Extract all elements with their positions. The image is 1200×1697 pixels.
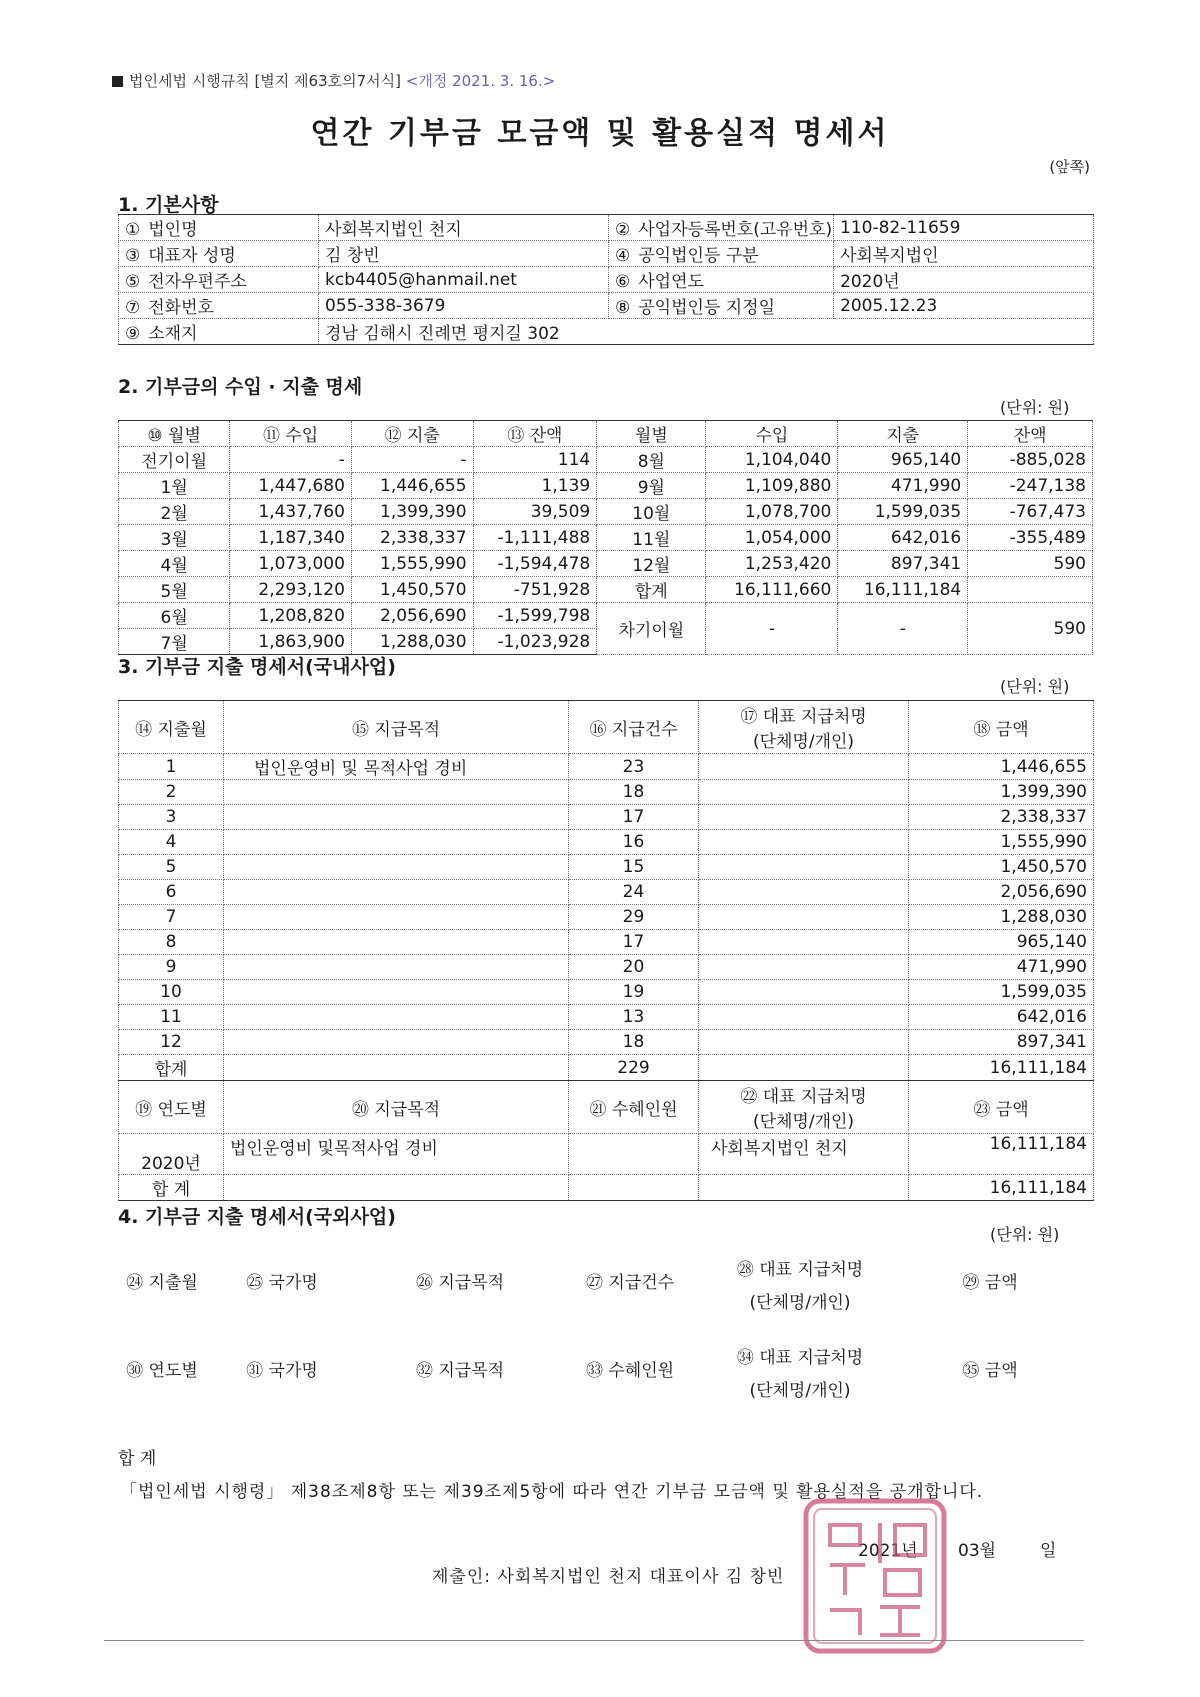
purpose-cell: 법인운영비 및목적사업 경비 [224,1134,569,1175]
amount-cell: 897,341 [909,1030,1094,1055]
recipient-cell [699,855,909,880]
month-cell: 9월 [597,473,706,499]
table-header: ⑯ 지급건수 [569,701,699,754]
month-cell: 2,056,690 [351,603,473,629]
overseas-header-recipient-2: ㉞ 대표 지급처명 [736,1348,864,1368]
count-cell: 16 [569,830,699,855]
month-cell: 590 [968,551,1093,577]
month-cell: -1,599,798 [473,603,597,629]
month-cell: 합계 [597,577,706,603]
header-line: ㉒ 대표 지급처명 [740,1087,867,1107]
revision-date: <개정 2021. 3. 16.> [405,72,556,90]
total-label: 합 계 [119,1175,224,1201]
info-row [119,293,1094,319]
table-header: ⑱ 금액 [909,701,1094,754]
month-cell: 12 [119,1030,224,1055]
purpose-cell [224,830,569,855]
month-cell: 1,073,000 [230,551,352,577]
item-number: ⑦ [125,298,141,318]
front-label: (앞쪽) [1049,158,1090,176]
info-value: 경남 김해시 진례면 평지길 302 [319,319,1094,345]
item-label: 전자우편주소 [148,272,247,292]
month-row [119,447,1093,473]
purpose-cell [224,1030,569,1055]
info-key [119,241,319,267]
month-cell: 4월 [119,551,230,577]
item-number: ② [615,220,631,240]
purpose-cell [224,1055,569,1081]
total-label: 합계 [119,1055,224,1081]
month-cell: 7 [119,905,224,930]
total-amount: 16,111,184 [909,1055,1094,1081]
month-cell: 3월 [119,525,230,551]
section-3-unit: (단위: 원) [1000,677,1070,696]
header-line: ⑰ 대표 지급처명 [740,707,867,727]
month-cell: 4 [119,830,224,855]
info-value: 사회복지법인 [834,241,1094,267]
purpose-cell [224,905,569,930]
recipient-cell [699,905,909,930]
month-cell: 16,111,660 [706,577,838,603]
purpose-cell [224,880,569,905]
year-total-row [119,1175,1094,1201]
table-header: ⑩ 월별 [119,421,230,447]
month-cell: 1,288,030 [351,629,473,655]
amount-cell: 965,140 [909,930,1094,955]
total-count: 229 [569,1055,699,1081]
month-cell: -751,928 [473,577,597,603]
purpose-cell [224,1175,569,1201]
table-header: ⑫ 지출 [351,421,473,447]
month-cell: 2,293,120 [230,577,352,603]
recipient-cell [699,805,909,830]
recipient-cell [699,1175,909,1201]
month-cell: -767,473 [968,499,1093,525]
info-key [119,319,319,345]
year-row [119,1134,1094,1175]
item-label: 법인명 [148,220,198,240]
purpose-cell [224,805,569,830]
overseas-total-label: 합 계 [118,1449,157,1469]
count-cell: 23 [569,754,699,780]
month-cell: 10 [119,980,224,1005]
info-key [609,241,834,267]
carry-cell: 590 [968,603,1093,655]
info-row [119,319,1094,345]
spending-row [119,905,1094,930]
month-cell: 1,139 [473,473,597,499]
table-header [699,701,909,754]
overseas-header-year: ㉚ 연도별 [126,1361,198,1381]
month-cell: 897,341 [838,551,968,577]
month-cell: 16,111,184 [838,577,968,603]
beneficiary-cell [569,1134,699,1175]
month-cell: 1,078,700 [706,499,838,525]
recipient-cell: 사회복지법인 천지 [699,1134,909,1175]
overseas-header-count: ㉗ 지급건수 [585,1273,675,1293]
month-cell: 6 [119,880,224,905]
month-cell: -1,594,478 [473,551,597,577]
header-line: (단체명/개인) [752,732,855,752]
recipient-cell [699,955,909,980]
month-row [119,473,1093,499]
month-cell: 2,338,337 [351,525,473,551]
spending-row [119,780,1094,805]
month-cell: 39,509 [473,499,597,525]
info-value: 2020년 [834,267,1094,293]
month-cell: 3 [119,805,224,830]
declaration-text: 「법인세법 시행령」 제38조제8항 또는 제39조제5항에 따라 연간 기부금 모금액 및 활용실적을 공개합니다. [120,1482,984,1502]
amount-cell: 1,555,990 [909,830,1094,855]
month-cell: 471,990 [838,473,968,499]
bottom-rule [104,1640,1084,1641]
month-cell: 114 [473,447,597,473]
month-cell: 1,399,390 [351,499,473,525]
info-key [609,293,834,319]
item-label: 사업연도 [638,272,704,292]
month-cell: -1,023,928 [473,629,597,655]
month-cell: 1,863,900 [230,629,352,655]
month-row [119,499,1093,525]
table-header: 지출 [838,421,968,447]
beneficiary-cell [569,1175,699,1201]
month-cell: -1,111,488 [473,525,597,551]
amount-cell: 471,990 [909,955,1094,980]
month-cell: 1,599,035 [838,499,968,525]
info-value: 055-338-3679 [319,293,609,319]
amount-cell: 1,599,035 [909,980,1094,1005]
month-row [119,525,1093,551]
spending-row [119,805,1094,830]
count-cell: 15 [569,855,699,880]
month-cell: -247,138 [968,473,1093,499]
spending-row [119,930,1094,955]
month-cell: 8 [119,930,224,955]
section-4-unit: (단위: 원) [990,1225,1060,1244]
overseas-header-recipient: ㉘ 대표 지급처명 [736,1260,864,1280]
recipient-cell [699,1005,909,1030]
overseas-header-country: ㉕ 국가명 [246,1273,318,1293]
spending-row [119,830,1094,855]
bullet-square-icon [112,76,123,87]
month-cell: 1,446,655 [351,473,473,499]
amount-cell: 642,016 [909,1005,1094,1030]
purpose-cell [224,780,569,805]
table-header: 월별 [597,421,706,447]
month-cell: 965,140 [838,447,968,473]
table-header: 수입 [706,421,838,447]
amount-cell: 1,446,655 [909,754,1094,780]
info-value: 사회복지법인 천지 [319,215,609,241]
amount-cell: 2,056,690 [909,880,1094,905]
table-header: ⑳ 지급목적 [224,1081,569,1134]
count-cell: 19 [569,980,699,1005]
recipient-cell [699,830,909,855]
overseas-header-amount: ㉙ 금액 [962,1273,1018,1293]
purpose-cell [224,980,569,1005]
month-cell: 5월 [119,577,230,603]
info-key [119,267,319,293]
month-cell: - [351,447,473,473]
count-cell: 24 [569,880,699,905]
info-row [119,241,1094,267]
basic-info-table [118,214,1094,345]
month-cell: 전기이월 [119,447,230,473]
month-cell: 8월 [597,447,706,473]
info-key [119,215,319,241]
amount-cell: 1,399,390 [909,780,1094,805]
item-label: 전화번호 [148,298,214,318]
overseas-header-recipient-sub: (단체명/개인) [749,1293,851,1313]
domestic-spending-table [118,700,1094,1201]
purpose-cell [224,1005,569,1030]
form-reference: 법인세법 시행규칙 [별지 제63호의7서식] <개정 2021. 3. 16.> [112,70,555,91]
purpose-cell: 법인운영비 및 목적사업 경비 [224,754,569,780]
item-number: ⑤ [125,272,141,292]
spending-row [119,980,1094,1005]
count-cell: 20 [569,955,699,980]
purpose-cell [224,955,569,980]
spending-row [119,855,1094,880]
table-header: ⑪ 수입 [230,421,352,447]
info-value: 2005.12.23 [834,293,1094,319]
spending-row [119,754,1094,780]
item-number: ⑨ [125,324,141,344]
table-header: ㉑ 수혜인원 [569,1081,699,1134]
section-4-heading: 4. 기부금 지출 명세서(국외사업) [118,1206,396,1228]
month-cell: 11월 [597,525,706,551]
month-cell: 1,104,040 [706,447,838,473]
item-number: ⑥ [615,272,631,292]
item-label: 공익법인등 지정일 [638,298,776,318]
count-cell: 18 [569,780,699,805]
month-cell: 1,555,990 [351,551,473,577]
month-cell: 1,450,570 [351,577,473,603]
month-cell: 1,054,000 [706,525,838,551]
submitter: 제출인: 사회복지법인 천지 대표이사 김 창빈 [432,1567,785,1587]
year-cell: 2020년 [119,1134,224,1175]
header-line: (단체명/개인) [752,1112,855,1132]
table-header: ⑮ 지급목적 [224,701,569,754]
month-row [119,603,1093,629]
section-1-heading: 1. 기본사항 [118,194,219,216]
overseas-header-month: ㉔ 지출월 [126,1273,198,1293]
recipient-cell [699,780,909,805]
month-cell: 1월 [119,473,230,499]
table-header: ⑬ 잔액 [473,421,597,447]
amount-cell: 2,338,337 [909,805,1094,830]
month-cell: 1,253,420 [706,551,838,577]
official-seal-stamp [800,1495,950,1657]
spending-row [119,880,1094,905]
page-title: 연간 기부금 모금액 및 활용실적 명세서 [310,116,890,151]
info-key [609,215,834,241]
month-cell: 2월 [119,499,230,525]
month-cell: 642,016 [838,525,968,551]
item-number: ③ [125,246,141,266]
count-cell: 17 [569,805,699,830]
recipient-cell [699,980,909,1005]
info-row [119,215,1094,241]
info-value: 김 창빈 [319,241,609,267]
month-cell: 1,109,880 [706,473,838,499]
recipient-cell [699,880,909,905]
info-row [119,267,1094,293]
section-2-heading: 2. 기부금의 수입 · 지출 명세 [118,376,363,398]
month-cell: 12월 [597,551,706,577]
info-value: 110-82-11659 [834,215,1094,241]
carry-cell: - [706,603,838,655]
month-cell: -355,489 [968,525,1093,551]
overseas-header-amount-2: ㉟ 금액 [962,1361,1018,1381]
amount-cell: 1,288,030 [909,905,1094,930]
count-cell: 18 [569,1030,699,1055]
month-cell: 5 [119,855,224,880]
recipient-cell [699,930,909,955]
total-row [119,1055,1094,1081]
table-header: ⑲ 연도별 [119,1081,224,1134]
table-header: 잔액 [968,421,1093,447]
month-cell [968,577,1093,603]
date-year: 2021년 [858,1541,918,1561]
recipient-cell [699,1055,909,1081]
table-header [699,1081,909,1134]
spending-row [119,955,1094,980]
recipient-cell [699,754,909,780]
section-2-unit: (단위: 원) [1000,398,1070,417]
overseas-header-recipient-sub-2: (단체명/개인) [749,1381,851,1401]
month-cell: -885,028 [968,447,1093,473]
month-cell: 6월 [119,603,230,629]
info-key [609,267,834,293]
item-number: ④ [615,246,631,266]
overseas-header-country-2: ㉛ 국가명 [246,1361,318,1381]
table-header: ⑭ 지출월 [119,701,224,754]
info-value: kcb4405@hanmail.net [319,267,609,293]
item-number: ⑧ [615,298,631,318]
carry-cell: - [838,603,968,655]
amount-cell: 1,450,570 [909,855,1094,880]
spending-row [119,1005,1094,1030]
count-cell: 29 [569,905,699,930]
section-3-heading: 3. 기부금 지출 명세서(국내사업) [118,656,396,678]
month-cell: 1,447,680 [230,473,352,499]
month-cell: 1,437,760 [230,499,352,525]
amount-cell: 16,111,184 [909,1134,1094,1175]
item-label: 공익법인등 구분 [638,246,759,266]
purpose-cell [224,930,569,955]
item-label: 사업자등록번호(고유번호) [638,220,833,240]
month-cell: 1,208,820 [230,603,352,629]
month-cell: 1 [119,754,224,780]
month-cell: 7월 [119,629,230,655]
count-cell: 13 [569,1005,699,1030]
income-expense-table [118,420,1093,655]
purpose-cell [224,855,569,880]
total-amount: 16,111,184 [909,1175,1094,1201]
month-cell: 1,187,340 [230,525,352,551]
month-cell: 11 [119,1005,224,1030]
month-row [119,577,1093,603]
table-header: ㉓ 금액 [909,1081,1094,1134]
spending-row [119,1030,1094,1055]
overseas-header-beneficiaries: ㉝ 수혜인원 [585,1361,675,1381]
item-label: 대표자 성명 [148,246,236,266]
info-key [119,293,319,319]
date-month: 03월 [958,1541,997,1561]
overseas-header-purpose-2: ㉜ 지급목적 [415,1361,505,1381]
date-day: 일 [1040,1541,1057,1561]
month-cell: - [230,447,352,473]
month-cell: 2 [119,780,224,805]
carry-cell: 차기이월 [597,603,706,655]
count-cell: 17 [569,930,699,955]
recipient-cell [699,1030,909,1055]
item-label: 소재지 [148,324,198,344]
overseas-header-purpose: ㉖ 지급목적 [415,1273,505,1293]
month-cell: 10월 [597,499,706,525]
month-cell: 9 [119,955,224,980]
month-row [119,551,1093,577]
item-number: ① [125,220,141,240]
